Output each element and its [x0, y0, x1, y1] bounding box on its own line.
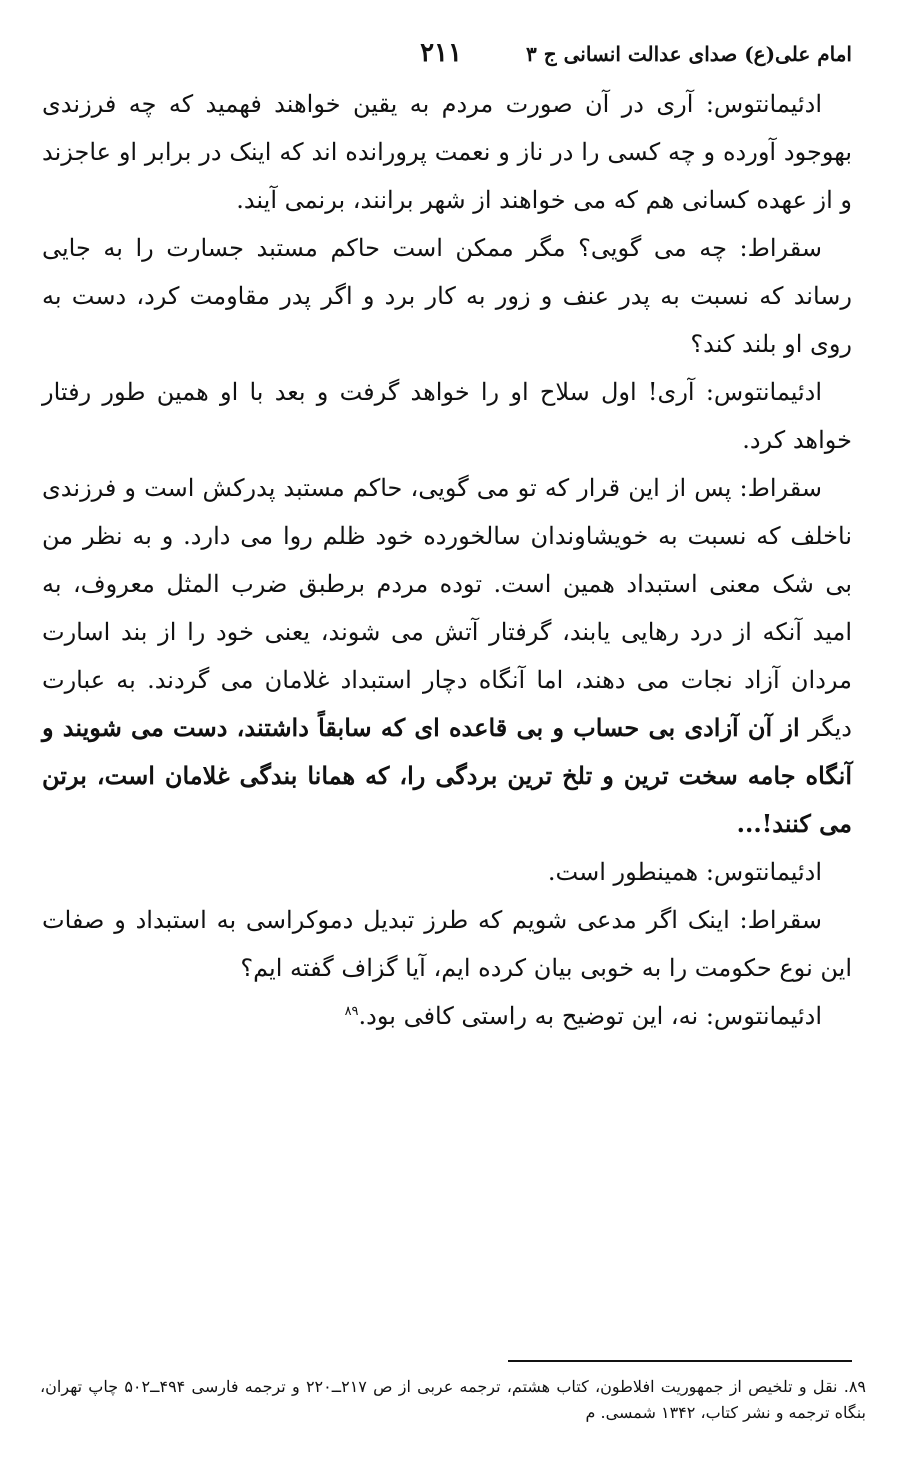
footnote-marker: ۸۹ — [344, 1004, 359, 1019]
paragraph-1: ادئیمانتوس: آری در آن صورت مردم به یقین خواهند فهمید که چه فرزندی بهوجود آورده و چه کسی را در ناز و نعمت پرورانده اند که اینک در برابر او عاجزند و از عهده کسانی هم که می خواهند از شهر برانند، برنمی آیند. — [42, 90, 852, 214]
paragraph-4 — [42, 464, 852, 848]
paragraph-3: ادئیمانتوس: آری! اول سلاح او را خواهد گرفت و بعد با او همین طور رفتار خواهد کرد. — [42, 378, 852, 454]
paragraph-7 — [42, 992, 852, 1040]
footnote-divider — [508, 1360, 852, 1362]
page-number: ۲۱۱ — [420, 38, 462, 68]
paragraph-2: سقراط: چه می گویی؟ مگر ممکن است حاکم مستبد جسارت را به جایی رساند که نسبت به پدر عنف و زور به کار برد و اگر پدر مقاومت کرد، دست به روی او بلند کند؟ — [42, 234, 852, 358]
footnote-text: ۸۹. نقل و تلخیص از جمهوریت افلاطون، کتاب هشتم، ترجمه عربی از ص ۲۱۷ــ۲۲۰ و ترجمه فارسی ۴۹۴ــ۵۰۲ چاپ تهران، بنگاه ترجمه و نشر کتاب، ۱۳۴۲ شمسی. م — [40, 1377, 867, 1422]
running-title: امام علی(ع) صدای عدالت انسانی ج ۳ — [526, 42, 852, 66]
paragraph-5: ادئیمانتوس: همینطور است. — [547, 858, 822, 886]
paragraph-6: سقراط: اینک اگر مدعی شویم که طرز تبدیل دموکراسی به استبداد و صفات این نوع حکومت را به خوبی بیان کرده ایم، آیا گزاف گفته ایم؟ — [42, 906, 852, 982]
body-text — [42, 80, 852, 1040]
paragraph-4-plain: سقراط: پس از این قرار که تو می گویی، حاکم مستبد پدرکش است و فرزندی ناخلف که نسبت به خویشاوندان سالخورده خود ظلم روا می دارد. و به نظر من بی شک معنی استبداد همین است. توده مردم برطبق ضرب المثل معروف، به امید آنکه از درد رهایی یابند، گرفتار آتش می شوند، یعنی خود را از بند اسارت مردان آزاد نجات می دهند، اما آنگاه دچار استبداد غلامان می گردند. به عبارت دیگر — [42, 474, 853, 742]
paragraph-4-bold: از آن آزادی بی حساب و بی قاعده ای که سابقاً داشتند، دست می شویند و آنگاه جامه سخت ترین و تلخ ترین بردگی را، که همانا بندگی غلامان است، برتن می کنند!... — [42, 713, 852, 838]
page-header — [40, 36, 852, 76]
paragraph-7-text: ادئیمانتوس: نه، این توضیح به راستی کافی بود. — [358, 1002, 822, 1030]
